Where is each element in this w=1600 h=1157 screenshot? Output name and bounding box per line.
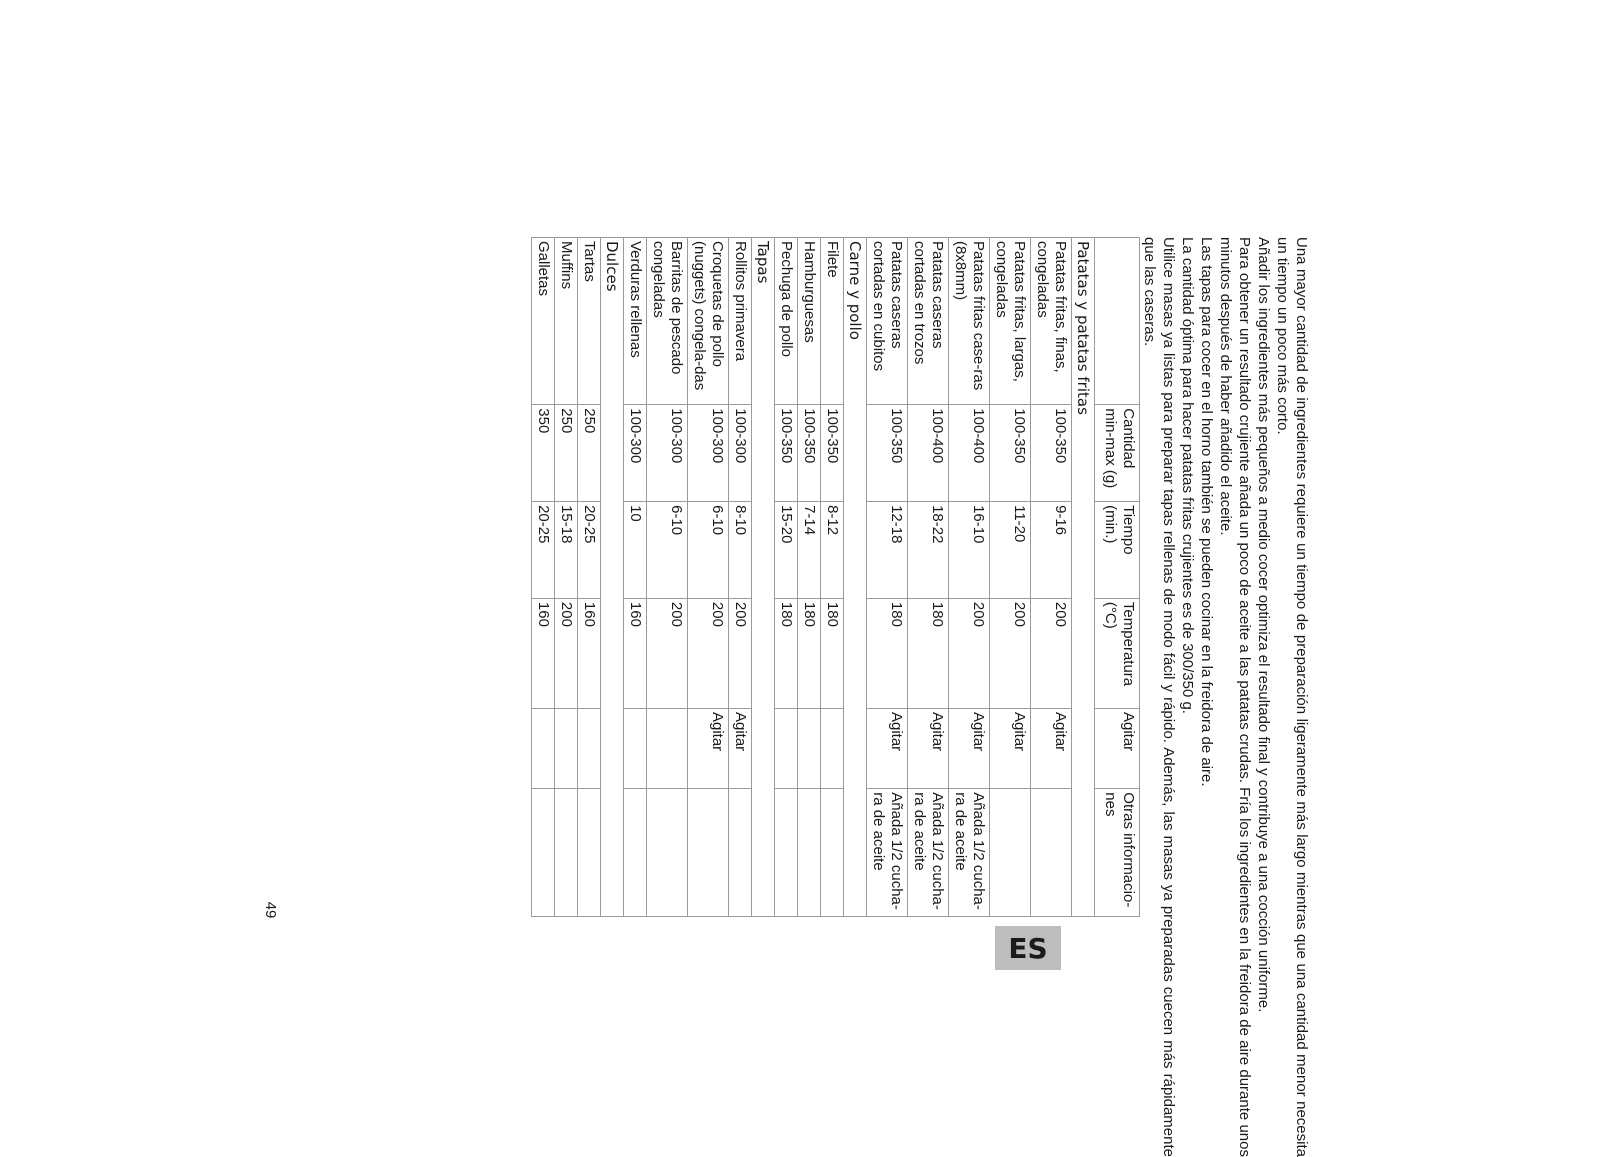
table-cell: 6-10 xyxy=(688,502,729,599)
table-cell xyxy=(578,789,601,917)
table-row xyxy=(990,238,1031,917)
table-cell: 6-10 xyxy=(647,502,688,599)
table-cell: 10 xyxy=(624,502,647,599)
table-cell: 180 xyxy=(908,598,949,708)
table-row xyxy=(821,238,844,917)
table-cell: Hamburguesas xyxy=(798,238,821,405)
section-row xyxy=(752,238,775,917)
header-cell: Tiempo (min.) xyxy=(1095,502,1140,599)
table-cell: 100-400 xyxy=(949,405,990,502)
table-cell: 200 xyxy=(555,598,578,708)
table-cell: Patatas caseras cortadas en trozos xyxy=(908,238,949,405)
header-cell: Agitar xyxy=(1095,708,1140,788)
page-number: 49 xyxy=(262,901,280,919)
table-cell: 12-18 xyxy=(867,502,908,599)
table-cell: 160 xyxy=(532,598,555,708)
table-body xyxy=(532,238,1095,917)
table-cell xyxy=(647,789,688,917)
table-cell: 16-10 xyxy=(949,502,990,599)
table-cell xyxy=(647,708,688,788)
table-cell xyxy=(532,708,555,788)
table-row xyxy=(688,238,729,917)
table-row xyxy=(775,238,798,917)
table-cell: Patatas fritas case-ras (8x8mm) xyxy=(949,238,990,405)
table-cell: 250 xyxy=(578,405,601,502)
table-cell xyxy=(624,789,647,917)
table-cell xyxy=(775,789,798,917)
table-cell xyxy=(688,789,729,917)
intro-text xyxy=(1140,237,1311,1157)
table-cell: 100-300 xyxy=(688,405,729,502)
table-cell: Rollitos primavera xyxy=(729,238,752,405)
table-cell xyxy=(821,708,844,788)
table-row xyxy=(729,238,752,917)
table-cell: Agitar xyxy=(990,708,1031,788)
table-cell: Patatas fritas, largas, congeladas xyxy=(990,238,1031,405)
table-cell: 100-350 xyxy=(867,405,908,502)
table-header xyxy=(1095,238,1140,917)
table-cell: 200 xyxy=(949,598,990,708)
table-cell: Verduras rellenas xyxy=(624,238,647,405)
table-row xyxy=(555,238,578,917)
section-title: Dulces xyxy=(601,238,624,917)
intro-paragraph: Utilice masas ya listas para preparar tapas rellenas de modo fácil y rápido. Además, las masas ya preparadas cuecen más rápidamente que las caseras. xyxy=(1141,237,1177,1157)
table-cell: Agitar xyxy=(949,708,990,788)
table-cell: 350 xyxy=(532,405,555,502)
table-row xyxy=(908,238,949,917)
table-cell xyxy=(798,708,821,788)
table-cell: Añada 1/2 cucha-ra de aceite xyxy=(867,789,908,917)
table-row xyxy=(578,238,601,917)
table-cell: Barritas de pescado congeladas xyxy=(647,238,688,405)
table-cell: 200 xyxy=(990,598,1031,708)
table-cell: 100-350 xyxy=(990,405,1031,502)
table-cell: Agitar xyxy=(688,708,729,788)
table-cell: 100-400 xyxy=(908,405,949,502)
table-cell: 200 xyxy=(729,598,752,708)
table-cell: 9-16 xyxy=(1031,502,1072,599)
table-row xyxy=(647,238,688,917)
table-cell: 100-350 xyxy=(1031,405,1072,502)
table-cell: Patatas caseras cortadas en cubitos xyxy=(867,238,908,405)
section-row xyxy=(844,238,867,917)
table-cell xyxy=(729,789,752,917)
table-cell: 100-350 xyxy=(798,405,821,502)
table-cell: 160 xyxy=(578,598,601,708)
section-row xyxy=(1072,238,1095,917)
table-cell xyxy=(624,708,647,788)
table-cell: 160 xyxy=(624,598,647,708)
intro-paragraph: La cantidad óptima para hacer patatas fritas crujientes es de 300/350 g. xyxy=(1179,237,1196,714)
table-cell: 200 xyxy=(1031,598,1072,708)
section-title: Tapas xyxy=(752,238,775,917)
section-row xyxy=(601,238,624,917)
table-cell: Añada 1/2 cucha-ra de aceite xyxy=(949,789,990,917)
section-title: Carne y pollo xyxy=(844,238,867,917)
table-cell: Tartas xyxy=(578,238,601,405)
table-cell: Galletas xyxy=(532,238,555,405)
table-cell: 11-20 xyxy=(990,502,1031,599)
table-cell xyxy=(821,789,844,917)
table-cell: 180 xyxy=(775,598,798,708)
table-cell: Agitar xyxy=(867,708,908,788)
table-cell: 100-300 xyxy=(729,405,752,502)
table-cell: Filete xyxy=(821,238,844,405)
table-cell xyxy=(798,789,821,917)
table-row xyxy=(532,238,555,917)
table-cell: 180 xyxy=(798,598,821,708)
table-cell: 250 xyxy=(555,405,578,502)
table-cell xyxy=(555,708,578,788)
table-cell: 18-22 xyxy=(908,502,949,599)
intro-paragraph: Para obtener un resultado crujiente añada un poco de aceite a las patatas crudas. Fría los ingredientes en la freidora de aire durante unos minutos después de haber añadido el aceite. xyxy=(1217,237,1253,1157)
table-row xyxy=(624,238,647,917)
table-cell: 15-18 xyxy=(555,502,578,599)
table-cell xyxy=(555,789,578,917)
table-cell: 100-300 xyxy=(624,405,647,502)
table-cell: 180 xyxy=(867,598,908,708)
table-cell: Croquetas de pollo (nuggets) congela-das xyxy=(688,238,729,405)
table-cell: Muffins xyxy=(555,238,578,405)
table-cell: 100-350 xyxy=(775,405,798,502)
header-cell: Temperatura (°C) xyxy=(1095,598,1140,708)
table-row xyxy=(798,238,821,917)
rotated-page-content xyxy=(535,237,1311,1157)
table-cell: 100-350 xyxy=(821,405,844,502)
table-cell: Agitar xyxy=(908,708,949,788)
table-cell xyxy=(990,789,1031,917)
table-cell: 100-300 xyxy=(647,405,688,502)
table-row xyxy=(867,238,908,917)
table-cell: Patatas fritas, finas, congeladas xyxy=(1031,238,1072,405)
table-cell: Agitar xyxy=(1031,708,1072,788)
table-cell: Pechuga de pollo xyxy=(775,238,798,405)
table-cell: 8-10 xyxy=(729,502,752,599)
table-cell xyxy=(532,789,555,917)
table-cell: 8-12 xyxy=(821,502,844,599)
table-cell: 15-20 xyxy=(775,502,798,599)
table-cell: 20-25 xyxy=(532,502,555,599)
table-cell xyxy=(775,708,798,788)
table-row xyxy=(1031,238,1072,917)
table-cell: 180 xyxy=(821,598,844,708)
intro-paragraph: Una mayor cantidad de ingredientes requiere un tiempo de preparación ligeramente más largo mientras que una cantidad menor necesita un tiempo un poco más corto. xyxy=(1274,237,1310,1157)
table-cell: 20-25 xyxy=(578,502,601,599)
table-cell: Agitar xyxy=(729,708,752,788)
table-cell: 200 xyxy=(647,598,688,708)
intro-paragraph: Añadir los ingredientes más pequeños a medio cocer optimiza el resultado final y contribuye a una cocción uniforme. xyxy=(1255,237,1272,1013)
section-title: Patatas y patatas fritas xyxy=(1072,238,1095,917)
table-cell xyxy=(1031,789,1072,917)
header-cell: Otras informacio-nes xyxy=(1095,789,1140,917)
cooking-table xyxy=(531,237,1140,917)
table-cell: 200 xyxy=(688,598,729,708)
table-cell xyxy=(578,708,601,788)
header-cell: Cantidad min-max (g) xyxy=(1095,405,1140,502)
header-cell xyxy=(1095,238,1140,405)
table-cell: Añada 1/2 cucha-ra de aceite xyxy=(908,789,949,917)
table-cell: 7-14 xyxy=(798,502,821,599)
language-badge: ES xyxy=(995,926,1061,970)
table-row xyxy=(949,238,990,917)
intro-paragraph: Las tapas para cocer en el horno también se pueden cocinar en la freidora de aire. xyxy=(1198,237,1215,787)
